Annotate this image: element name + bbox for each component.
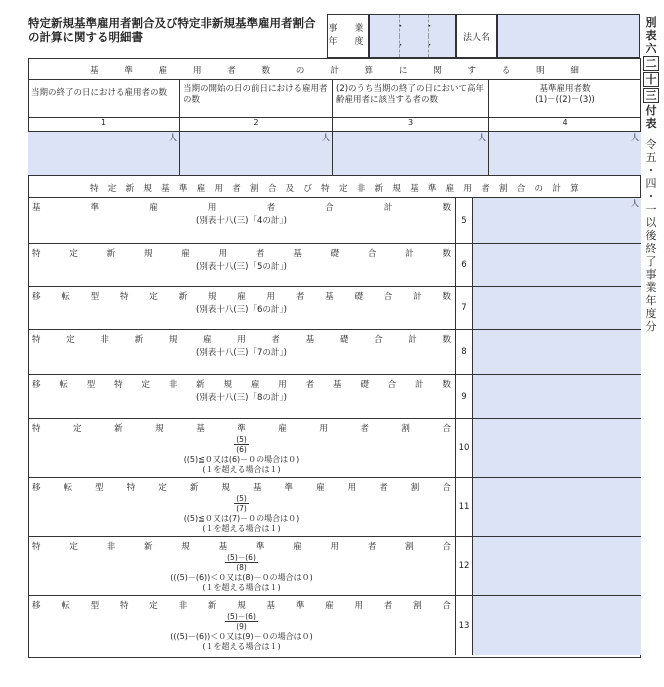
row-title-char: 規 (221, 483, 230, 493)
row-title-char: 数 (442, 249, 451, 259)
row-value-input-11[interactable] (473, 478, 641, 537)
row-title-char: 数 (442, 203, 451, 213)
side-char: 終 (645, 242, 657, 255)
row-title-char: 雇 (316, 483, 325, 493)
row-title (28, 287, 455, 302)
row-value-input-6[interactable] (473, 244, 641, 287)
row-title-char: 定 (66, 335, 75, 345)
row-title-char: 雇 (278, 424, 287, 434)
section1-title-char: 細 (570, 66, 579, 76)
section-ratio-title (28, 176, 641, 198)
side-char: 四 (645, 177, 657, 190)
row-title-char: 計 (383, 203, 393, 213)
section1-title-char: に (398, 66, 408, 76)
section2-title-char: 者 (232, 184, 241, 194)
row-label-11 (28, 478, 456, 537)
formula-denominator: (7) (236, 504, 247, 513)
row-title-char: 準 (295, 601, 305, 611)
formula-numerator: (5) (236, 494, 247, 503)
row-title-char: 移 (32, 292, 41, 302)
formula-numerator: (5) (236, 435, 247, 444)
row-title-char: 雇 (237, 292, 246, 302)
side-char: 付 (645, 104, 657, 117)
row-title-char: 基 (196, 424, 205, 434)
corporation-name-input[interactable] (497, 14, 640, 58)
row-title-char: 型 (95, 483, 104, 493)
formula-note: (１を超える場合は１) (202, 524, 281, 533)
row-title-char: 雇 (293, 542, 302, 552)
side-char: 六 (645, 42, 657, 55)
side-char: 度 (645, 307, 657, 320)
section2-title-char: 規 (143, 184, 152, 194)
row-title-char: 雇 (181, 249, 190, 259)
formula-denominator: (9) (236, 622, 247, 631)
row-title (28, 537, 455, 552)
elderly-employees-input[interactable] (333, 132, 489, 176)
row-title-char: 用 (354, 601, 363, 611)
section2-title-char: 準 (178, 184, 188, 194)
row-title-char: 規 (237, 601, 246, 611)
section2-title-char: 定 (107, 184, 117, 194)
row-title-char: 割 (410, 483, 420, 493)
row-reference: (別表十八(三)「4の計」) (196, 216, 287, 226)
row-label-5 (28, 198, 456, 244)
unit-label: 人 (631, 199, 639, 208)
section1-title-char: す (467, 66, 476, 76)
row-title-char: 新 (178, 292, 188, 302)
fiscal-year-label: 事 業 年 度 (327, 14, 369, 58)
row-title-char: 非 (178, 601, 188, 611)
row-number: 6 (456, 244, 473, 287)
row-reference: (別表十八(三)「6の計」) (196, 305, 287, 315)
row-title-char: 用 (266, 292, 276, 302)
section2-title-char: 規 (392, 184, 401, 194)
section2-title-char: 割 (498, 184, 508, 194)
row-label-12 (28, 537, 456, 596)
row-number: 10 (456, 419, 473, 478)
row-title-char: 者 (255, 249, 265, 259)
row-title-char: 準 (284, 483, 294, 493)
row-label-13 (28, 596, 456, 655)
form-title: 特定新規基準雇用者割合及び特定非新規基準雇用者割合の計算に関する明細書 (28, 16, 316, 44)
section1-title-char: 関 (433, 66, 442, 76)
row-value-input-5[interactable] (473, 198, 641, 244)
row-title-char: 基 (293, 249, 302, 259)
section2-title-char: 特 (321, 184, 330, 194)
section2-title-char: 準 (427, 184, 437, 194)
section2-title-char: 割 (250, 184, 259, 194)
row-title-char: 新 (106, 249, 116, 259)
row-label-10 (28, 419, 456, 478)
row-title-char: 定 (149, 601, 158, 611)
row-title-char: 規 (155, 424, 164, 434)
row-title-char: 特 (114, 380, 123, 390)
row-title-char: 基 (325, 292, 334, 302)
row-value-input-9[interactable] (473, 375, 641, 419)
row-title-char: 転 (61, 601, 70, 611)
side-char: 後 (645, 229, 657, 242)
row-title-char: 割 (401, 424, 410, 434)
row-reference: (別表十八(三)「5の計」) (196, 262, 287, 272)
row-title-char: 基 (32, 203, 41, 213)
fiscal-year-input[interactable] (369, 14, 456, 58)
row-title-char: 雇 (325, 601, 334, 611)
row-title-char: 数 (442, 292, 451, 302)
row-title-char: 割 (413, 601, 422, 611)
row-title-char: 移 (32, 483, 41, 493)
section2-title-char: 算 (570, 184, 579, 194)
row-title-char: 特 (32, 335, 41, 345)
row-title-char: 者 (295, 292, 305, 302)
fiscal-year-end[interactable]: ・ ・ (370, 36, 455, 57)
side-char: 事 (645, 268, 657, 281)
row-title-char: 特 (32, 249, 41, 259)
row-number: 11 (456, 478, 473, 537)
row-title-char: 基 (252, 483, 262, 493)
col4-number: 4 (489, 118, 641, 132)
row-reference: (別表十八(三)「8の計」) (196, 393, 287, 403)
row-title-char: 用 (319, 424, 328, 434)
row-title-char: 合 (442, 601, 451, 611)
row-title-char: 定 (69, 249, 78, 259)
side-char: 年 (645, 294, 657, 307)
row-title-char: 定 (158, 483, 167, 493)
row-title-char: 非 (100, 335, 109, 345)
section1-title-char: 計 (330, 66, 339, 76)
row-title-char: 特 (119, 601, 129, 611)
row-title-char: 非 (168, 380, 178, 390)
section1-title-char: 数 (261, 66, 271, 76)
section-base-employee-title (28, 58, 641, 80)
side-char: 表 (645, 117, 657, 130)
row-title-char: 者 (305, 380, 315, 390)
row-title-char: 新 (114, 424, 123, 434)
formula-note: (１を超える場合は１) (202, 583, 281, 592)
col2-number: 2 (180, 118, 333, 132)
row-value-input-10[interactable] (473, 419, 641, 478)
section2-title-char: 特 (90, 184, 99, 194)
row-number: 7 (456, 287, 473, 330)
col4-header: 基準雇用者数 (1)－((2)－(3)) (489, 80, 641, 118)
side-char: 表 (645, 29, 657, 42)
row-title-char: 者 (367, 542, 377, 552)
row-title-char: 合 (367, 249, 377, 259)
side-char: 別 (645, 16, 657, 29)
row-title-char: 合 (442, 542, 451, 552)
row-title-char: 用 (330, 542, 340, 552)
formula-denominator: (8) (236, 563, 247, 572)
row-title-char: 規 (168, 335, 178, 345)
section1-title-char: 基 (90, 66, 99, 76)
row-title-char: 移 (32, 380, 41, 390)
row-title-char: 割 (405, 542, 414, 552)
ratio-formula (225, 553, 258, 572)
row-title-char: 定 (141, 380, 150, 390)
side-char: ・ (645, 190, 657, 203)
row-title-char: 定 (149, 292, 158, 302)
formula-numerator: (5)－(6) (227, 612, 256, 621)
section1-title-char: 準 (124, 66, 133, 76)
row-title-char: 基 (332, 380, 342, 390)
row-title-char: 計 (415, 380, 424, 390)
row-title-char: 規 (223, 380, 233, 390)
row-title (28, 596, 455, 611)
row-value-input-7[interactable] (473, 287, 641, 330)
row-title-char: 規 (181, 542, 190, 552)
row-title-char: 合 (387, 380, 397, 390)
section2-title-char: 計 (552, 184, 561, 194)
row-title-char: 数 (442, 380, 451, 390)
row-title-char: 新 (134, 335, 144, 345)
side-char: 五 (645, 151, 657, 164)
fiscal-year-start[interactable]: ・ ・ (370, 15, 455, 36)
row-label-6 (28, 244, 456, 287)
section2-title-char: 合 (267, 184, 277, 194)
row-number: 13 (456, 596, 473, 655)
row-title-char: 転 (59, 380, 68, 390)
row-number: 12 (456, 537, 473, 596)
ratio-formula (234, 494, 249, 513)
formula-note: ((5)≦０又は(7)－０の場合は０) (183, 514, 300, 523)
side-char: ・ (645, 164, 657, 177)
row-label-9 (28, 375, 456, 419)
section1-title-char: 用 (192, 66, 202, 76)
row-title-char: 基 (305, 335, 315, 345)
col1-number: 1 (28, 118, 180, 132)
row-title-char: 型 (86, 380, 96, 390)
side-char: 了 (645, 255, 657, 268)
section1-title-char: 雇 (158, 66, 168, 76)
row-title (28, 478, 455, 493)
row-title-char: 計 (405, 249, 414, 259)
row-title-char: 新 (143, 542, 153, 552)
row-title (28, 198, 455, 213)
row-label-8 (28, 330, 456, 375)
unit-label: 人 (322, 133, 330, 142)
row-title-char: 者 (379, 483, 388, 493)
form-side-caption (643, 16, 659, 333)
row-title-char: 定 (69, 542, 78, 552)
side-char: 三 (643, 88, 659, 103)
employees-at-end-input[interactable] (28, 132, 180, 176)
row-title (28, 419, 455, 434)
row-value-input-8[interactable] (473, 330, 641, 375)
unit-label: 人 (631, 133, 639, 142)
row-title-char: 礎 (360, 380, 369, 390)
row-title-char: 合 (442, 424, 451, 434)
section2-title-char: 新 (374, 184, 384, 194)
formula-numerator: (5)－(6) (227, 553, 256, 562)
section2-title-char: 合 (516, 184, 526, 194)
section1-title-char: の (295, 66, 305, 76)
row-title-char: 計 (408, 335, 417, 345)
row-title-char: 基 (218, 542, 228, 552)
row-title-char: 新 (189, 483, 199, 493)
row-title-char: 雇 (203, 335, 212, 345)
row-title-char: 者 (383, 601, 393, 611)
row-number: 8 (456, 330, 473, 375)
row-title-char: 準 (255, 542, 265, 552)
section1-title-char: る (501, 66, 511, 76)
side-char: 十 (643, 72, 659, 87)
row-title-char: 転 (63, 483, 73, 493)
side-char: 令 (645, 138, 657, 151)
row-title (28, 330, 455, 345)
formula-note: (((5)－(6))＜０又は(9)－０の場合は０) (170, 632, 313, 641)
row-title-char: 雇 (149, 203, 158, 213)
row-title (28, 244, 455, 259)
section2-title-char: 及 (285, 184, 295, 194)
row-title-char: 合 (442, 483, 451, 493)
section1-title-char: 者 (227, 66, 236, 76)
row-title-char: 雇 (250, 380, 260, 390)
row-reference: (別表十八(三)「7の計」) (196, 348, 287, 358)
row-title-char: 者 (360, 424, 369, 434)
row-title-char: 型 (90, 292, 100, 302)
row-title-char: 合 (374, 335, 383, 345)
row-title-char: 礎 (339, 335, 349, 345)
col3-number: 3 (333, 118, 489, 132)
formula-note: (１を超える場合は１) (202, 465, 281, 474)
side-char: 以 (645, 216, 657, 229)
side-char: 一 (645, 203, 657, 216)
unit-label: 人 (169, 133, 177, 142)
unit-label: 人 (478, 133, 486, 142)
row-label-7 (28, 287, 456, 330)
row-title-char: 礎 (330, 249, 340, 259)
row-title-char: 定 (73, 424, 82, 434)
row-title-char: 礎 (354, 292, 363, 302)
section2-title-char: 基 (410, 184, 419, 194)
row-number: 9 (456, 375, 473, 419)
base-employee-count-input[interactable] (489, 132, 641, 176)
section2-title-char: 基 (161, 184, 170, 194)
section2-title-char: の (534, 184, 544, 194)
row-title-char: 基 (266, 601, 276, 611)
row-title-char: 用 (278, 380, 287, 390)
row-title-char: 新 (196, 380, 205, 390)
row-title-char: 者 (266, 203, 276, 213)
section2-title-char: 者 (481, 184, 490, 194)
row-title-char: 特 (32, 542, 41, 552)
side-char: 二 (643, 56, 659, 71)
section1-title-char: 算 (364, 66, 374, 76)
row-title (28, 375, 455, 390)
formula-note: (((5)－(6))＜０又は(8)－０の場合は０) (170, 573, 313, 582)
row-title-char: 用 (218, 249, 228, 259)
side-char: 業 (645, 281, 657, 294)
row-title-char: 者 (271, 335, 280, 345)
row-title-char: 計 (413, 292, 422, 302)
section2-title-char: 用 (214, 184, 223, 194)
row-title-char: 非 (106, 542, 116, 552)
section2-title-char: 用 (463, 184, 472, 194)
formula-denominator: (6) (236, 445, 247, 454)
ratio-formula (225, 612, 258, 631)
row-title-char: 用 (207, 203, 217, 213)
col1-header: 当期の終了の日における雇用者の数 (28, 80, 180, 118)
employees-at-start-input[interactable] (180, 132, 333, 176)
col3-header: (2)のうち当期の終了の日において高年齢雇用者に該当する者の数 (333, 80, 489, 118)
row-title-char: 特 (126, 483, 136, 493)
formula-note: ((5)≦０又は(6)－０の場合は０) (183, 455, 300, 464)
corporation-name-label: 法人名 (456, 14, 497, 58)
row-title-char: 準 (90, 203, 100, 213)
row-title-char: 型 (90, 601, 100, 611)
formula-note: (１を超える場合は１) (202, 642, 281, 651)
section2-title-char: 雇 (196, 184, 206, 194)
row-title-char: 転 (61, 292, 70, 302)
row-title-char: 合 (325, 203, 334, 213)
row-title-char: 用 (237, 335, 246, 345)
section2-title-char: 非 (356, 184, 366, 194)
col2-header: 当期の開始の日の前日における雇用者の数 (180, 80, 333, 118)
section2-title-char: び (303, 184, 312, 194)
row-title-char: 数 (442, 335, 451, 345)
ratio-formula (234, 435, 249, 454)
section2-title-char: 雇 (445, 184, 455, 194)
row-value-input-12[interactable] (473, 537, 641, 596)
section2-title-char: 新 (125, 184, 135, 194)
row-title-char: 合 (383, 292, 393, 302)
row-title-char: 特 (119, 292, 129, 302)
row-title-char: 規 (143, 249, 153, 259)
row-title-char: 新 (207, 601, 217, 611)
row-title-char: 移 (32, 601, 41, 611)
section2-title-char: 定 (338, 184, 348, 194)
row-number: 5 (456, 198, 473, 244)
row-title-char: 準 (237, 424, 246, 434)
side-char: 分 (645, 320, 657, 333)
row-title-char: 特 (32, 424, 41, 434)
section1-title-char: 明 (536, 66, 545, 76)
row-value-input-13[interactable] (473, 596, 641, 655)
row-title-char: 規 (207, 292, 217, 302)
row-title-char: 用 (347, 483, 357, 493)
